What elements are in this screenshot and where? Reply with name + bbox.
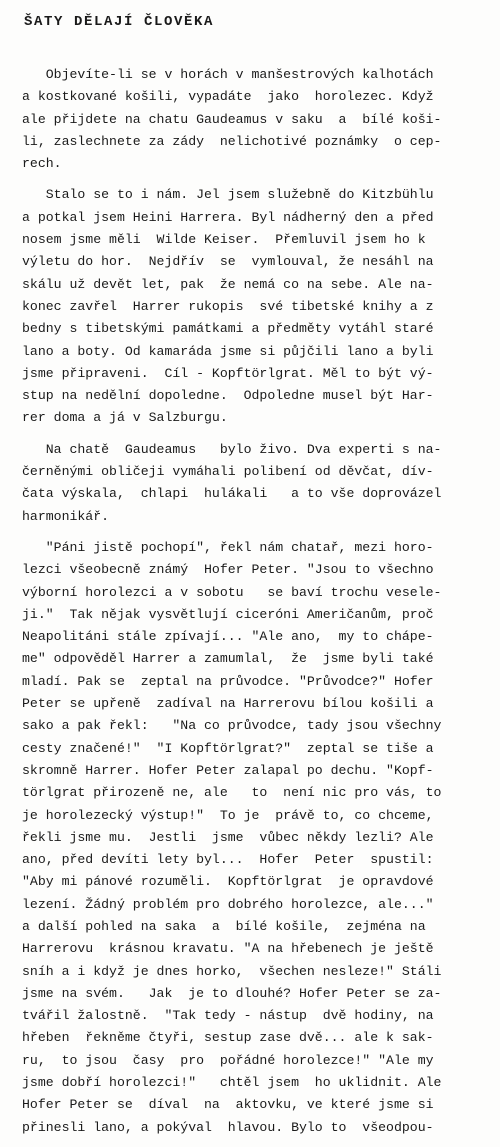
paragraph-gap [22,430,490,439]
text-line: rech. [22,156,62,172]
paragraph [22,537,490,1139]
document-body [22,64,490,1139]
text-line: rer doma a já v Salzburgu. [22,410,228,426]
text-line: li, zaslechnete za zády nelichotivé poznámky o cep- [22,133,442,149]
text-line: cesty značené!" "I Kopftörlgrat?" zeptal se tiše a [22,740,434,756]
text-line: ru, to jsou časy pro pořádné horolezce!" "Ale my [22,1052,434,1068]
text-line: jsme dobří horolezci!" chtěl jsem ho uklidnit. Ale [22,1075,442,1091]
text-line: bedny s tibetskými památkami a předměty vytáhl staré [22,321,434,337]
text-line: me" odpověděl Harrer a zamumlal, že jsme byli také [22,651,434,667]
text-line: skromně Harrer. Hofer Peter zalapal po dechu. "Kopf- [22,762,434,778]
paragraph [22,439,490,528]
text-line: Neapolitáni stále zpívají... "Ale ano, my to chápe- [22,629,434,645]
text-line: skálu už devět let, pak že nemá co na sebe. Ale na- [22,276,434,292]
text-line: čata výskala, chlapi hulákali a to vše doprovázel [22,486,442,502]
text-line: ano, před devíti lety byl... Hofer Peter spustil: [22,852,434,868]
text-line: a další pohled na saka a bílé košile, zejména na [22,918,426,934]
text-line: törlgrat přirozeně ne, ale to není nic pro vás, to [22,785,442,801]
text-line: výletu do hor. Nejdřív se vymlouval, že nesáhl na [22,254,434,270]
text-line: ji." Tak nějak vysvětlují ciceróni Američanům, proč [22,606,434,622]
text-line: sako a pak řekl: "Na co průvodce, tady jsou všechny [22,718,442,734]
text-line: "Páni jistě pochopí", řekl nám chatař, mezi horo- [22,539,434,555]
text-line: lezci všeobecně známý Hofer Peter. "Jsou to všechno [22,562,434,578]
text-line: Hofer Peter se díval na aktovku, ve které jsme si [22,1097,434,1113]
text-line: jsme připraveni. Cíl - Kopftörlgrat. Měl to být vý- [22,365,434,381]
paragraph-gap [22,528,490,537]
text-line: jsme na svém. Jak je to dlouhé? Hofer Peter se za- [22,985,442,1001]
text-line: mladí. Pak se zeptal na průvodce. "Průvodce?" Hofer [22,673,434,689]
text-line: lezení. Žádný problém pro dobrého horolezce, ale..." [22,896,434,912]
text-line: harmonikář. [22,508,110,524]
text-line: tvářil žalostně. "Tak tedy - nástup dvě hodiny, na [22,1008,434,1024]
text-line: ale přijdete na chatu Gaudeamus v saku a bílé koši- [22,111,442,127]
text-line: sníh a i když je dnes horko, všechen nesleze!" Stáli [22,963,442,979]
paragraph [22,184,490,429]
text-line: přinesli lano, a pokýval hlavou. Bylo to všeodpou- [22,1119,434,1135]
text-line: řekli jsme mu. Jestli jsme vůbec někdy lezli? Ale [22,829,434,845]
text-line: konec zavřel Harrer rukopis své tibetské knihy a z [22,298,434,314]
text-line: Peter se upřeně zadíval na Harrerovu bílou košili a [22,696,434,712]
paragraph-gap [22,175,490,184]
text-line: "Aby mi pánové rozuměli. Kopftörlgrat je opravdové [22,874,434,890]
text-line: nosem jsme měli Wilde Keiser. Přemluvil jsem ho k [22,232,426,248]
text-line: hřeben řekněme čtyři, sestup zase dvě... ale k sak- [22,1030,434,1046]
text-line: je horolezecký výstup!" To je právě to, co chceme, [22,807,434,823]
text-line: černěnými obličeji vymáhali polibení od děvčat, dív- [22,464,434,480]
text-line: a potkal jsem Heini Harrera. Byl nádherný den a před [22,209,434,225]
text-line: lano a boty. Od kamaráda jsme si půjčili lano a byli [22,343,434,359]
text-line: Harrerovu krásnou kravatu. "A na hřebenech je ještě [22,941,434,957]
text-line: stup na nedělní dopoledne. Odpoledne musel být Har- [22,388,434,404]
paragraph [22,64,490,175]
text-line: Objevíte-li se v horách v manšestrových kalhotách [22,67,434,82]
text-line: výborní horolezci a v sobotu se baví trochu vesele- [22,584,442,600]
text-line: Stalo se to i nám. Jel jsem služebně do Kitzbühlu [22,187,434,203]
text-line: Na chatě Gaudeamus bylo živo. Dva experti s na- [22,441,442,457]
text-line: a kostkované košili, vypadáte jako horolezec. Když [22,89,434,105]
document-title: ŠATY DĚLAJÍ ČLOVĚKA [24,14,215,30]
